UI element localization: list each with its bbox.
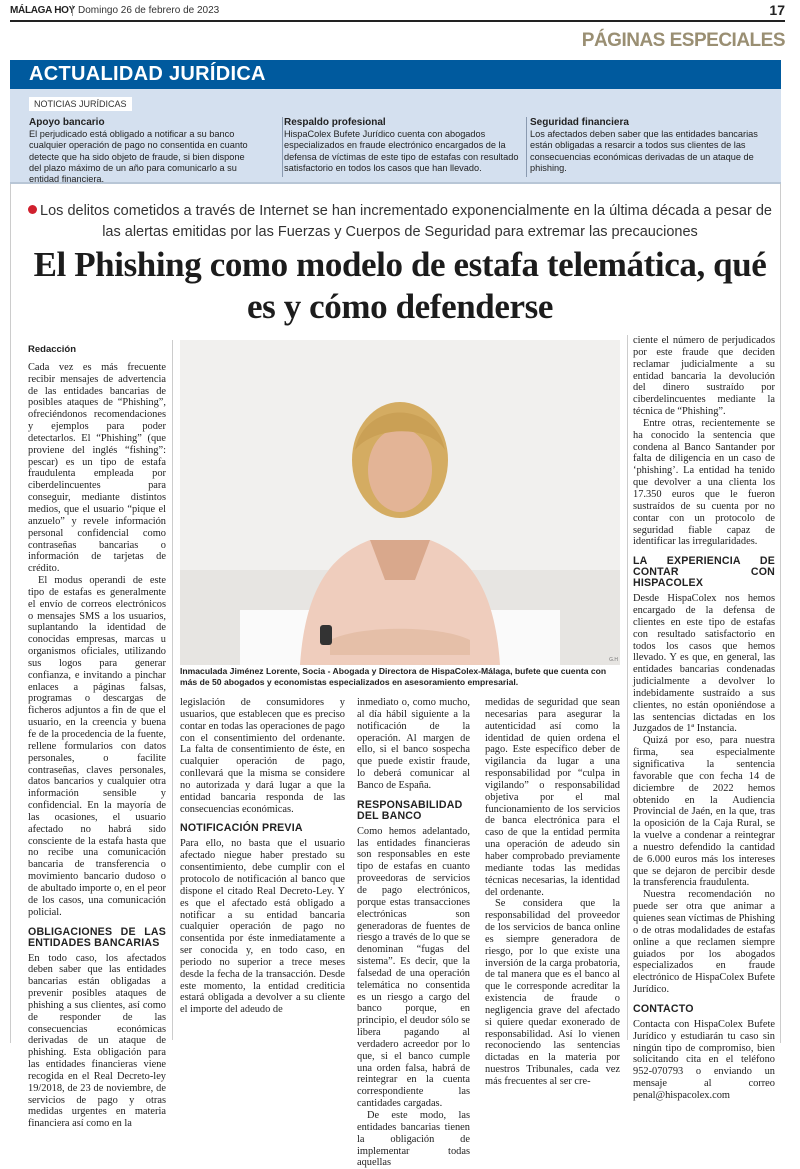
news-item xyxy=(530,117,770,174)
article-subtitle xyxy=(20,201,780,243)
subheading: CONTACTO xyxy=(633,1002,694,1015)
divider xyxy=(282,117,283,177)
article-column-4 xyxy=(485,697,620,1088)
news-item-text: Los afectados deben saber que las entidades bancarias están obligadas a resarcir a todos sus clientes de las consecuencias económicas derivadas de un ataque de phishing. xyxy=(530,129,758,173)
news-item xyxy=(284,117,522,174)
news-item-title: Apoyo bancario xyxy=(29,117,105,128)
article-headline: El Phishing como modelo de estafa telemática, qué es y cómo defenderse xyxy=(33,245,767,326)
section-title: PÁGINAS ESPECIALES xyxy=(581,30,785,51)
paragraph: Para ello, no basta que el usuario afectado niegue haber prestado su consentimiento, debe cumplir con el protocolo de notificación al banco que dispone el citado Real Decreto-Ley. Y es que el afectado está obligado a notificar a su entidad bancaria cualquier operación de pago no consentida por éste inmediatamente a ser conocida y, en todo caso, en periodo no superior a trece meses desde la fecha de la transacción. Desde este momento, la entidad crediticia estará obligada a devolver a su cliente el importe del adeudo de xyxy=(180,838,345,1016)
subheading: NOTIFICACIÓN PREVIA xyxy=(180,822,303,835)
byline: Redacción xyxy=(28,344,77,355)
news-item-title: Seguridad financiera xyxy=(530,117,629,128)
photo-caption: Inmaculada Jiménez Lorente, Socia - Abogada y Directora de HispaColex-Málaga, bufete que cuenta con más de 50 abogados y economistas especializados en asesoramiento empresarial. xyxy=(180,666,607,687)
article-column-2 xyxy=(180,697,345,1016)
column-divider xyxy=(627,335,628,1040)
article-column-1 xyxy=(28,344,166,1130)
subheading: OBLIGACIONES DE LAS ENTIDADES BANCARIAS xyxy=(28,925,166,949)
paragraph: Entre otras, recientemente se ha conocido la sentencia que condena al Banco Santander por falta de diligencia en un caso de ‘phishing’. La entidad ha tenido que devolver a una clienta los 17.350 euros que le fueron sustraídos de su cuenta por no contar con un protocolo de seguridad fiable capaz de identificar las irregularidades. xyxy=(633,417,775,548)
paragraph: Como hemos adelantado, las entidades financieras son responsables en este tipo de estafas en cuanto proveedoras de servicios de pago electrónicos, porque estas transacciones electrónicas son generadoras de fuentes de riesgo a través de lo que se denominan “fugas del sistema”. Es decir, que la falsedad de una operación telemática no consentida es un riesgo a cargo del banco porque, en principio, el deudor sólo se libera pagando al verdadero acreedor por lo que, si el banco cumple una orden falsa, habrá de reintegrar en la cuenta correspondiente las cantidades cargadas. xyxy=(357,825,470,1110)
paragraph: Contacta con HispaColex Bufete Jurídico y estudiarán tu caso sin ningún tipo de compromiso, bien solicitando cita en el teléfono 952-070793 o enviando un mensaje al correo penal@hispacolex.com xyxy=(633,1018,775,1101)
paragraph: El modus operandi de este tipo de estafas es generalmente el envío de correos electrónicos o mensajes SMS a los usuarios, suplantando la identidad de conocidas empresas, marcas u organismos oficiales, utilizando sus logos para generar confianza, e invitando a pinchar enlaces a páginas falsas, programas o descargas de ficheros adjuntos a fin de que el usuario, en la creencia y buena fe de la procedencia de la fuente, rellene formularios con datos personales, o facilite contraseñas, claves personales, datos bancarios y cualquier otra información sensible y confidencial. En la mayoría de las ocasiones, el usuario afectado no habrá sido consciente de la estafa hasta que no recibe una comunicación bancaria de transferencia o movimiento bancario dudoso o de abultado importe o, en el peor de los casos, una comunicación policial. xyxy=(28,575,166,918)
news-item xyxy=(29,117,257,185)
page-number: 17 xyxy=(769,2,785,18)
page-header xyxy=(10,0,785,22)
paragraph: medidas de seguridad que sean necesarias para asegurar la autenticidad así como la identidad de quien ordena el pago. Este específico deber de vigilancia da lugar a una responsabilidad por “culpa in vigilando” o responsabilidad objetiva por el mal funcionamiento de los servicios de banca electrónica para el caso de que la entidad permita una operación de adeudo sin haber comprobado previamente mediante todas las medidas técnicas necesarias, la identidad del ordenante. xyxy=(485,697,620,898)
banner-title: ACTUALIDAD JURÍDICA xyxy=(10,60,781,89)
news-item-title: Respaldo profesional xyxy=(284,117,386,128)
column-divider xyxy=(172,340,173,1040)
news-box xyxy=(10,89,781,184)
photo-credit: G.H xyxy=(609,657,618,663)
paragraph: legislación de consumidores y usuarios, que establecen que es preciso contar en todas las operaciones de pago con el consentimiento del ordenante. La falta de consentimiento de éste, en cualquier operación de pago, conllevará que la misma se considere no autorizada y dará lugar a que la entidad bancaria responda de las consecuencias económicas. xyxy=(180,697,345,815)
subtitle-text: Los delitos cometidos a través de Internet se han incrementado exponencialmente en la última década a pesar de las alertas emitidas por las Fuerzas y Cuerpos de Seguridad para extremar las precauciones xyxy=(40,203,772,240)
subheading: RESPONSABILIDAD DEL BANCO xyxy=(357,798,463,822)
article-column-5 xyxy=(633,335,775,1102)
divider xyxy=(526,117,527,177)
portrait-image xyxy=(180,340,620,665)
article-column-3 xyxy=(357,697,470,1169)
news-item-text: El perjudicado está obligado a notificar a su banco cualquier operación de pago no consentida en cuanto detecte que ha sido objeto de fraude, si bien dispone del plazo máximo de un año para comunicarlo a su entidad financiera. xyxy=(29,129,248,185)
newspaper-name: MÁLAGA HOY xyxy=(10,5,75,16)
paragraph: Se considera que la responsabilidad del proveedor de los servicios de banca online es siempre generadora de riesgo, por lo que existe una inversión de la carga probatoria, de tal manera que es el banco al que le corresponde acreditar la existencia de fraude o negligencia grave del afectado si quiere quedar exonerado de responsabilidad. Así lo vienen reconociendo las sentencias dictadas en la materia por nuestros Tribunales, cada vez más frecuentes al ser cre- xyxy=(485,898,620,1087)
news-tag: NOTICIAS JURÍDICAS xyxy=(29,97,132,111)
issue-date: Domingo 26 de febrero de 2023 xyxy=(72,5,219,16)
paragraph: Cada vez es más frecuente recibir mensajes de advertencia de las entidades bancarias de posibles ataques de “Phishing”, ofreciéndonos recomendaciones y ejemplos para poder detectarlos. El “Phishing” (que proviene del inglés “fishing”: pescar) es un tipo de estafa fraudulenta empleada por ciberdelincuentes para conseguir, mediante distintos medios, que el usuario “pique el anzuelo” y revele información personal confidencial como contraseñas bancarias o información de tarjetas de crédito. xyxy=(28,361,166,575)
paragraph: De este modo, las entidades bancarias tienen la obligación de implementar todas aquellas xyxy=(357,1110,470,1169)
paragraph: Nuestra recomendación no puede ser otra que animar a quienes sean víctimas de Phishing o de otras modalidades de estafas online a que reclamen siempre guiados por los abogados especializados en fraude electrónico de HispaColex Bufete Jurídico. xyxy=(633,889,775,996)
paragraph: En todo caso, los afectados deben saber que las entidades bancarias están obligadas a prevenir posibles ataques de phishing a sus clientes, así como de responder de las consecuencias económicas derivadas de un ataque de phishing. Esta obligación para las entidades financieras viene recogida en el Real Decreto-ley 19/2018, de 23 de noviembre, de servicios de pago y otras medidas urgentes en materia financiera así como en la xyxy=(28,952,166,1130)
news-item-text: HispaColex Bufete Jurídico cuenta con abogados especializados en fraude electrónico encargados de la defensa de víctimas de este tipo de estafas con resultado satisfactorio en todos los casos que han llevado. xyxy=(284,129,519,173)
portrait-photo xyxy=(180,340,620,665)
paragraph: inmediato o, como mucho, al día hábil siguiente a la notificación de la operación. Al margen de ello, si el banco sospecha que puede existir fraude, lo deberá comunicar al Banco de España. xyxy=(357,697,470,791)
paragraph: Desde HispaColex nos hemos encargado de la defensa de clientes en este tipo de estafas con resultado satisfactorio en todos los casos que hemos llevado. Y es que, en general, las entidades bancarias condenadas judicialmente a devolver lo indebidamente sustraído a sus clientes, no están oponiéndose a las sentencias dictadas en los Juzgados de 1ª Instancia. xyxy=(633,593,775,735)
subheading: LA EXPERIENCIA DE CONTAR CON HISPACOLEX xyxy=(633,555,775,590)
paragraph: Quizá por eso, para nuestra firma, sea especialmente significativa la sentencia favorable que con fecha 14 de diciembre de 2022 hemos obtenido en la Audiencia Provincial de Jaén, en la que, tras la oposición de la Caja Rural, se la vuelve a condenar a reintegrar a nuestro defendido la cantidad de 6.000 euros más los intereses que se dejaron de percibir desde la transferencia fraudulenta. xyxy=(633,735,775,889)
paragraph: ciente el número de perjudicados por este fraude que deciden reclamar judicialmente a su entidad bancaria la devolución del dinero sustraído por ciberdelincuentes mediante la técnica de “Phishing”. xyxy=(633,335,775,418)
bullet-icon xyxy=(28,205,37,214)
